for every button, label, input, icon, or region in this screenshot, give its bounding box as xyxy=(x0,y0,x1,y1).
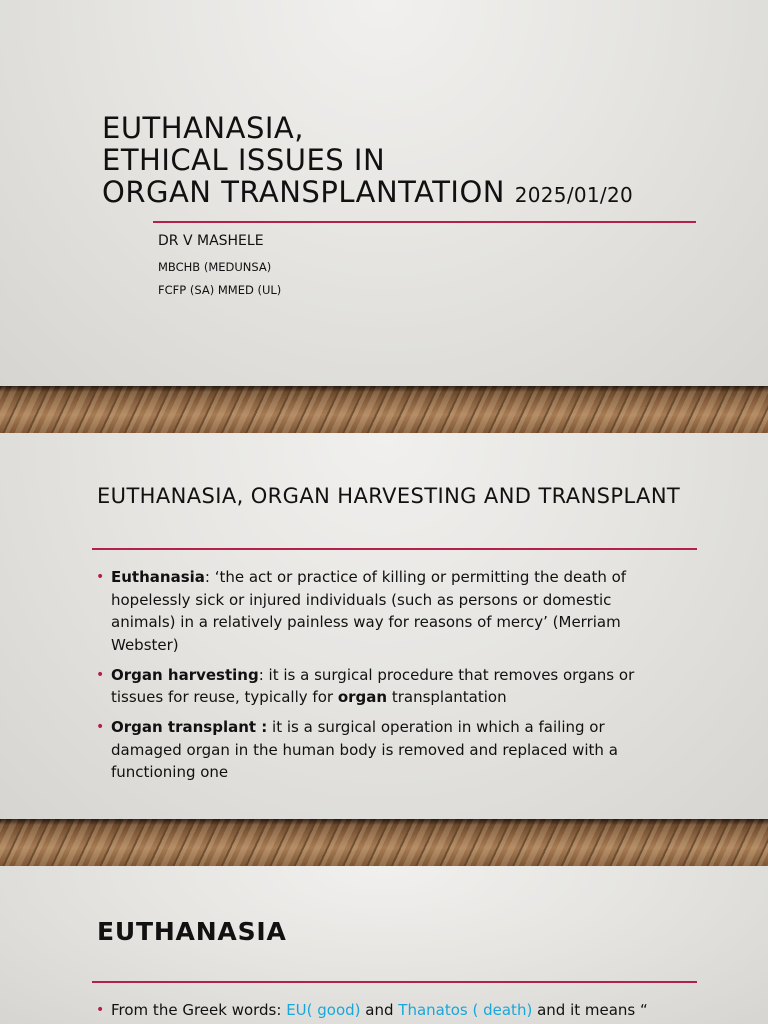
bullet-text: and xyxy=(360,1001,399,1019)
definitions-slide xyxy=(0,433,768,819)
etymology-list xyxy=(96,999,696,1024)
list-item xyxy=(96,716,676,784)
term: Euthanasia xyxy=(111,568,205,586)
bullet-text: and it means “ xyxy=(532,1001,648,1019)
wood-floor-divider xyxy=(0,819,768,867)
slide-heading: EUTHANASIA xyxy=(97,917,287,946)
term: Organ harvesting xyxy=(111,665,259,684)
definition: : ‘the act or practice of killing or permitting the death of hopelessly sick or injured individuals (such as persons or domestic animals) in a relatively painless way for reasons of mercy’ (Merriam Webster) xyxy=(111,568,627,654)
greek-word-thanatos: Thanatos ( death) xyxy=(398,1001,533,1019)
list-item xyxy=(96,664,676,709)
definition: : it is a surgical procedure that removes organs or tissues for reuse, typically for xyxy=(111,665,635,706)
greek-word-eu: EU( good) xyxy=(286,1001,361,1019)
slide-heading: EUTHANASIA, ORGAN HARVESTING AND TRANSPLANT xyxy=(97,484,681,508)
title-line-2: ETHICAL ISSUES IN xyxy=(102,143,386,177)
bullet-text: From the Greek words: xyxy=(111,1001,287,1019)
euthanasia-slide xyxy=(0,866,768,1024)
qualification-2: FCFP (SA) MMED (UL) xyxy=(158,283,282,297)
title-line-3-text: ORGAN TRANSPLANTATION xyxy=(102,175,506,209)
term: Organ transplant : xyxy=(111,718,268,736)
slide-date: 2025/01/20 xyxy=(514,183,634,207)
definition: it is a surgical operation in which a failing or damaged organ in the human body is removed and replaced with a functioning one xyxy=(111,718,618,781)
wood-floor-divider xyxy=(0,386,768,434)
list-item xyxy=(96,999,696,1022)
emphasis: organ xyxy=(337,688,388,706)
title-slide xyxy=(0,0,768,386)
title-line-3 xyxy=(102,176,633,211)
accent-rule xyxy=(92,548,697,550)
list-item xyxy=(96,566,676,656)
qualification-1: MBCHB (MEDUNSA) xyxy=(158,260,272,274)
definition-end: transplantation xyxy=(387,688,507,706)
accent-rule xyxy=(153,221,696,223)
accent-rule xyxy=(92,981,697,983)
title-line-1: EUTHANASIA, xyxy=(102,111,304,145)
author-name: DR V MASHELE xyxy=(158,233,264,249)
definition-list xyxy=(96,566,676,791)
